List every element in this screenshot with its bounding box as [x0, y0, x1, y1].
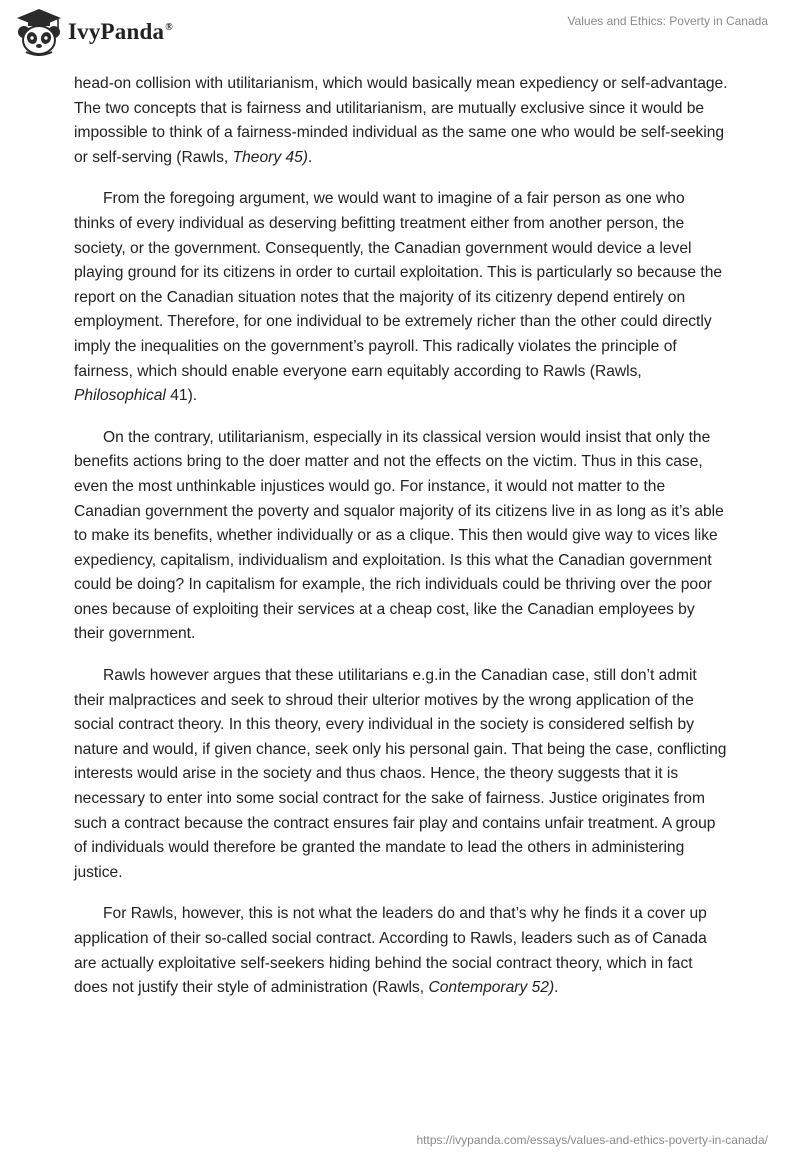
text-run: . — [554, 979, 559, 997]
page-header — [0, 0, 800, 62]
text-run: . — [307, 148, 313, 166]
paragraph — [74, 426, 728, 647]
text-run: On the contrary, utilitarianism, especially in its classical version would insist that only the benefits actions bring to the doer matter and not the effects on the victim. Thus in this case, even the most unthinkable injustices would go. For instance, it would not matter to the Canadian government the poverty and squalor majority of its citizens live in as long as it’s able to make its benefits, whether individually or as a clique. This then would give way to vices like expediency, capitalism, individualism and exploitation. Is this what the Canadian government could be doing? In capitalism for example, the rich individuals could be thriving over the poor ones because of exploiting their services at a cheap cost, like the Canadian employees by their government. — [74, 428, 724, 643]
essay-body — [74, 72, 728, 1018]
paragraph — [74, 664, 728, 885]
document-title: Values and Ethics: Poverty in Canada — [567, 14, 768, 28]
panda-graduate-icon — [14, 8, 64, 56]
ivypanda-logo[interactable] — [14, 8, 173, 56]
text-run: Rawls however argues that these utilitarians e.g.in the Canadian case, still don’t admit their malpractices and seek to shroud their ulterior motives by the wrong application of the social contract theory. In this theory, every individual in the society is considered selfish by nature and would, if given chance, seek only his personal gain. That being the case, conflicting interests would arise in the society and thus chaos. Hence, the theory suggests that it is necessary to enter into some social contract for the sake of fairness. Justice originates from such a contract because the contract ensures fair play and contains unfair treatment. A group of individuals would therefore be granted the mandate to lead the others in administering justice. — [74, 667, 727, 881]
text-run: head-on collision with utilitarianism, which would basically mean expediency or self-advantage. The two concepts that is fairness and utilitarianism, are mutually exclusive since it would be impossible to think of a fairness-minded individual as the same one who would be self-seeking or self-serving (Rawls, — [74, 75, 728, 166]
paragraph — [74, 902, 728, 1000]
paragraph — [74, 187, 728, 408]
text-run: From the foregoing argument, we would want to imagine of a fair person as one who thinks of every individual as deserving befitting treatment either from another person, the society, or the government. Consequently, the Canadian government would device a level playing ground for its citizens in order to curtail exploitation. This is particularly so because the report on the Canadian situation notes that the majority of its citizenry depend entirely on employment. Therefore, for one individual to be extremely richer than the other could directly imply the inequalities on the government’s payroll. This radically violates the principle of fairness, which should enable everyone earn equitably according to Rawls (Rawls, — [74, 190, 723, 380]
brand-name: IvyPanda® — [68, 19, 173, 44]
text-run: For Rawls, however, this is not what the leaders do and that’s why he finds it a cover up application of their so-called social contract. According to Rawls, leaders such as of Canada are actually exploitative self-seekers hiding behind the social contract theory, which in fact does not justify their style of administration (Rawls, — [74, 905, 707, 997]
text-run: 41). — [165, 387, 198, 405]
citation-italic: Philosophical — [74, 387, 166, 405]
citation-italic: Theory 45) — [232, 148, 308, 166]
paragraph — [74, 72, 728, 170]
registered-mark: ® — [165, 22, 173, 34]
citation-italic: Contemporary 52) — [428, 979, 555, 997]
source-url[interactable]: https://ivypanda.com/essays/values-and-ethics-poverty-in-canada/ — [416, 1133, 768, 1147]
